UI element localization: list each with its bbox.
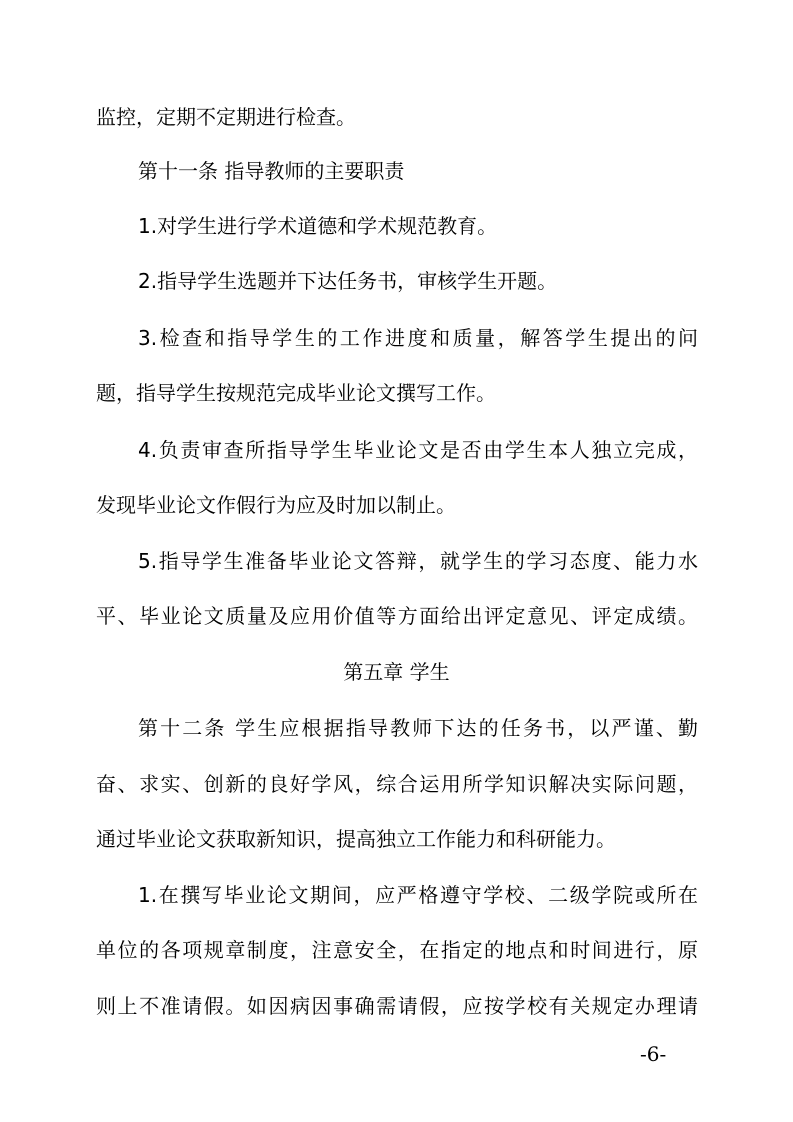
text-line: 4.负责审查所指导学生毕业论文是否由学生本人独立完成， bbox=[138, 438, 698, 462]
text-line: 奋、求实、创新的良好学风，综合运用所学知识解决实际问题， bbox=[96, 772, 698, 796]
text-line: 3.检查和指导学生的工作进度和质量，解答学生提出的问 bbox=[138, 326, 698, 350]
text-line: 题，指导学生按规范完成毕业论文撰写工作。 bbox=[96, 381, 496, 405]
page-number: -6- bbox=[640, 1042, 667, 1066]
text-line: 平、毕业论文质量及应用价值等方面给出评定意见、评定成绩。 bbox=[96, 604, 698, 628]
chapter-heading: 第五章 学生 bbox=[343, 660, 450, 684]
text-line: 2.指导学生选题并下达任务书，审核学生开题。 bbox=[138, 269, 558, 293]
text-line: 通过毕业论文获取新知识，提高独立工作能力和科研能力。 bbox=[96, 827, 616, 851]
text-line: 1.在撰写毕业论文期间，应严格遵守学校、二级学院或所在 bbox=[138, 883, 698, 907]
text-line: 1.对学生进行学术道德和学术规范教育。 bbox=[138, 214, 498, 238]
text-line: 第十二条 学生应根据指导教师下达的任务书，以严谨、勤 bbox=[138, 716, 698, 740]
article-heading: 第十一条 指导教师的主要职责 bbox=[138, 159, 405, 183]
text-line: 监控，定期不定期进行检查。 bbox=[96, 105, 356, 129]
text-line: 5.指导学生准备毕业论文答辩，就学生的学习态度、能力水 bbox=[138, 549, 698, 573]
text-line: 则上不准请假。如因病因事确需请假，应按学校有关规定办理请 bbox=[96, 994, 698, 1018]
text-line: 发现毕业论文作假行为应及时加以制止。 bbox=[96, 493, 456, 517]
text-line: 单位的各项规章制度，注意安全，在指定的地点和时间进行，原 bbox=[96, 938, 698, 962]
